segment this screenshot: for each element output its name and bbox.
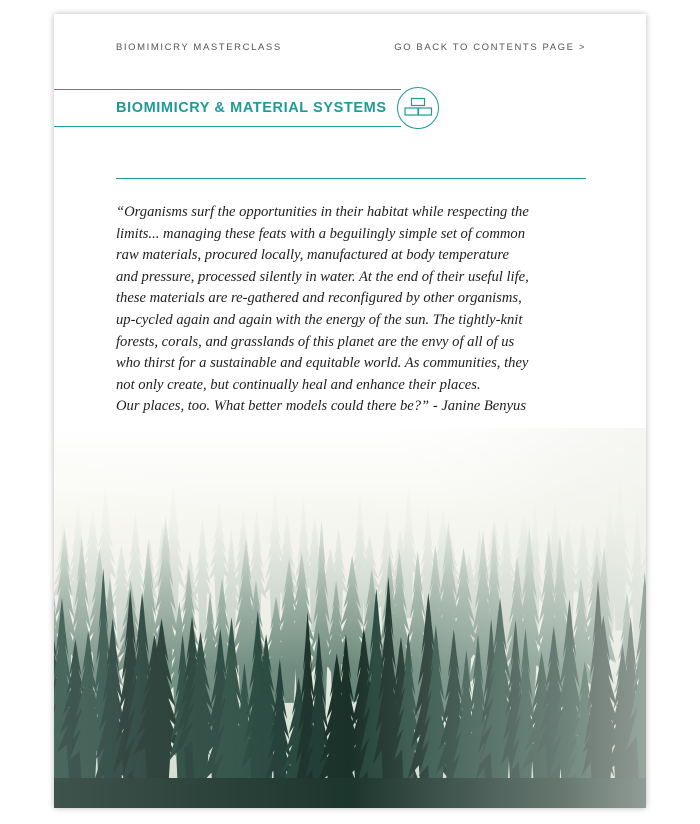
page-header: [116, 42, 586, 53]
quote-line: raw materials, procured locally, manufactured at body temperature: [116, 247, 510, 264]
quote-line: not only create, but continually heal and enhance their places.: [116, 376, 481, 393]
quote-line: forests, corals, and grasslands of this planet are the envy of all of us: [116, 333, 515, 350]
quote-line: “Organisms surf the opportunities in their habitat while respecting the: [116, 204, 529, 220]
contents-link[interactable]: GO BACK TO CONTENTS PAGE >: [394, 42, 586, 53]
quote-line: limits... managing these feats with a beguilingly simple set of common: [116, 225, 525, 242]
quote-line: Our places, too. What better models could there be?” - Janine Benyus: [116, 398, 527, 415]
quote-line: and pressure, processed silently in water. At the end of their useful life,: [116, 268, 529, 285]
quote-text: [116, 202, 588, 418]
section-title: BIOMIMICRY & MATERIAL SYSTEMS: [116, 100, 387, 116]
bricks-icon: [397, 87, 439, 129]
quote-top-rule: [116, 178, 586, 179]
quote-line: up-cycled again and again with the energy of the sun. The tightly-knit: [116, 311, 523, 328]
quote-line: who thirst for a sustainable and equitable world. As communities, they: [116, 355, 529, 372]
masterclass-label: BIOMIMICRY MASTERCLASS: [116, 42, 282, 53]
document-page: [54, 14, 646, 808]
forest-photo: [54, 428, 646, 808]
quote-line: these materials are re-gathered and reconfigured by other organisms,: [116, 290, 522, 307]
